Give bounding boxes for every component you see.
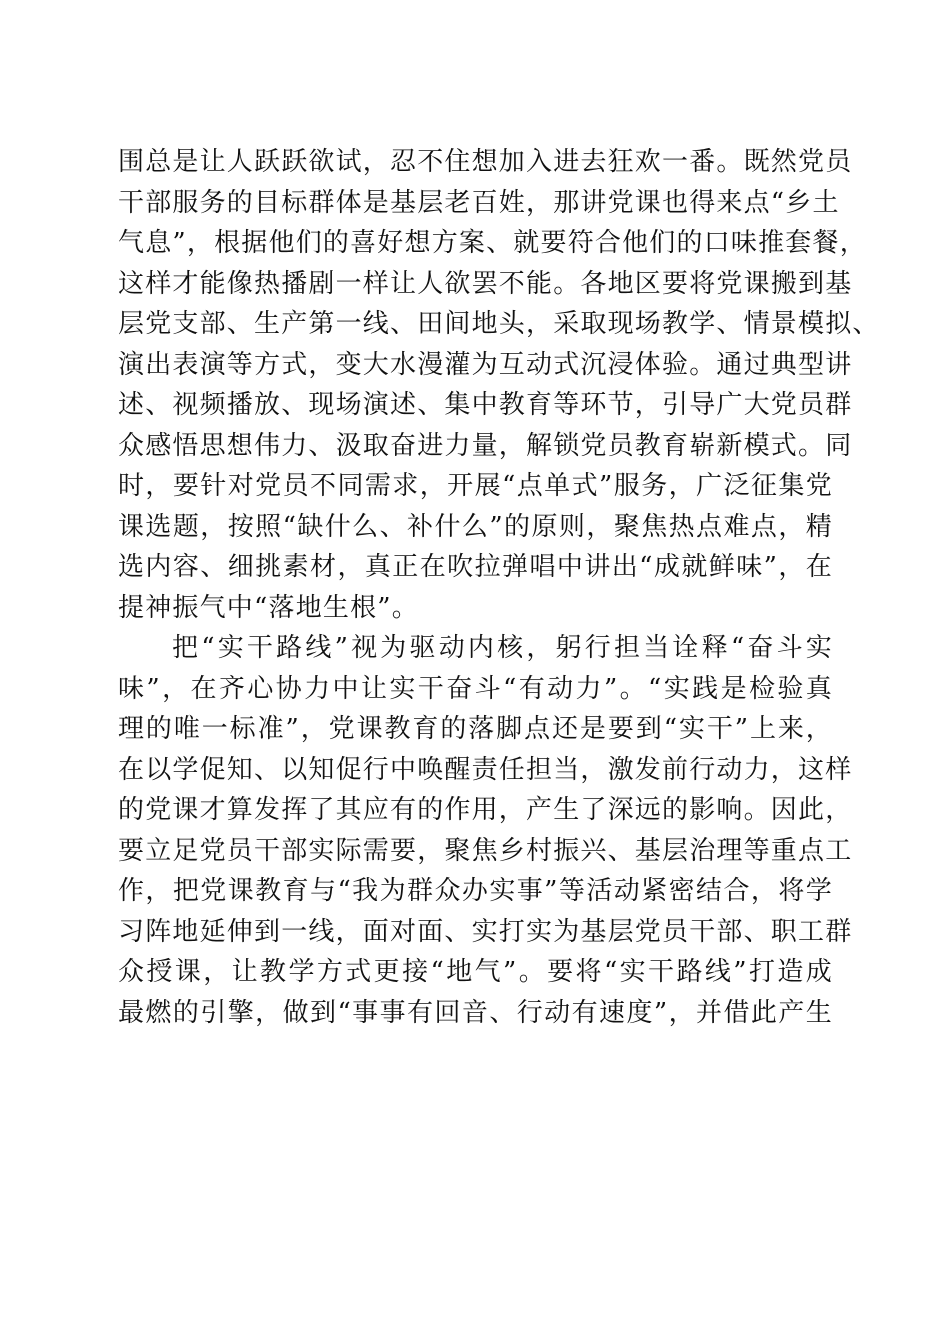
paragraph-line: 众授课，让教学方式更接“地气”。要将“实干路线”打造成: [118, 957, 833, 987]
paragraph-line: 述、视频播放、现场演述、集中教育等环节，引导广大党员群: [118, 390, 853, 420]
paragraph-line: 味”，在齐心协力中让实干奋斗“有动力”。“实践是检验真: [118, 673, 833, 704]
paragraph-line: 作，把党课教育与“我为群众办实事”等活动紧密结合，将学: [118, 876, 833, 906]
paragraph-line: 提神振气中“落地生根”。: [118, 592, 419, 623]
paragraph-line: 干部服务的目标群体是基层老百姓，那讲党课也得来点“乡土: [118, 187, 840, 218]
paragraph-line: 这样才能像热播剧一样让人欲罢不能。各地区要将党课搬到基: [118, 268, 853, 299]
paragraph-line: 时，要针对党员不同需求，开展“点单式”服务，广泛征集党: [118, 471, 833, 501]
paragraph-line: 要立足党员干部实际需要，聚焦乡村振兴、基层治理等重点工: [118, 835, 853, 866]
paragraph-line: 课选题，按照“缺什么、补什么”的原则，聚焦热点难点，精: [118, 511, 833, 542]
document-body: [118, 142, 880, 1033]
paragraph-2: [118, 628, 853, 1033]
paragraph-line: 理的唯一标准”，党课教育的落脚点还是要到“实干”上来，: [118, 714, 833, 744]
paragraph-line: 在以学促知、以知促行中唤醒责任担当，激发前行动力，这样: [118, 754, 853, 785]
paragraph-line: 把“实干路线”视为驱动内核，躬行担当诠释“奋斗实: [172, 633, 833, 663]
paragraph-line: 围总是让人跃跃欲试，忍不住想加入进去狂欢一番。既然党员: [118, 147, 853, 177]
paragraph-line: 层党支部、生产第一线、田间地头，采取现场教学、情景模拟、: [118, 309, 880, 339]
paragraph-1: [118, 142, 880, 628]
paragraph-line: 气息”，根据他们的喜好想方案、就要符合他们的口味推套餐，: [118, 228, 867, 258]
paragraph-line: 众感悟思想伟力、汲取奋进力量，解锁党员教育崭新模式。同: [118, 430, 853, 461]
paragraph-line: 演出表演等方式，变大水漫灌为互动式沉浸体验。通过典型讲: [118, 349, 853, 380]
paragraph-line: 最燃的引擎，做到“事事有回音、行动有速度”，并借此产生: [118, 997, 833, 1028]
paragraph-line: 选内容、细挑素材，真正在吹拉弹唱中讲出“成就鲜味”，在: [118, 552, 833, 582]
paragraph-line: 的党课才算发挥了其应有的作用，产生了深远的影响。因此，: [118, 795, 853, 825]
paragraph-line: 习阵地延伸到一线，面对面、实打实为基层党员干部、职工群: [118, 916, 853, 947]
